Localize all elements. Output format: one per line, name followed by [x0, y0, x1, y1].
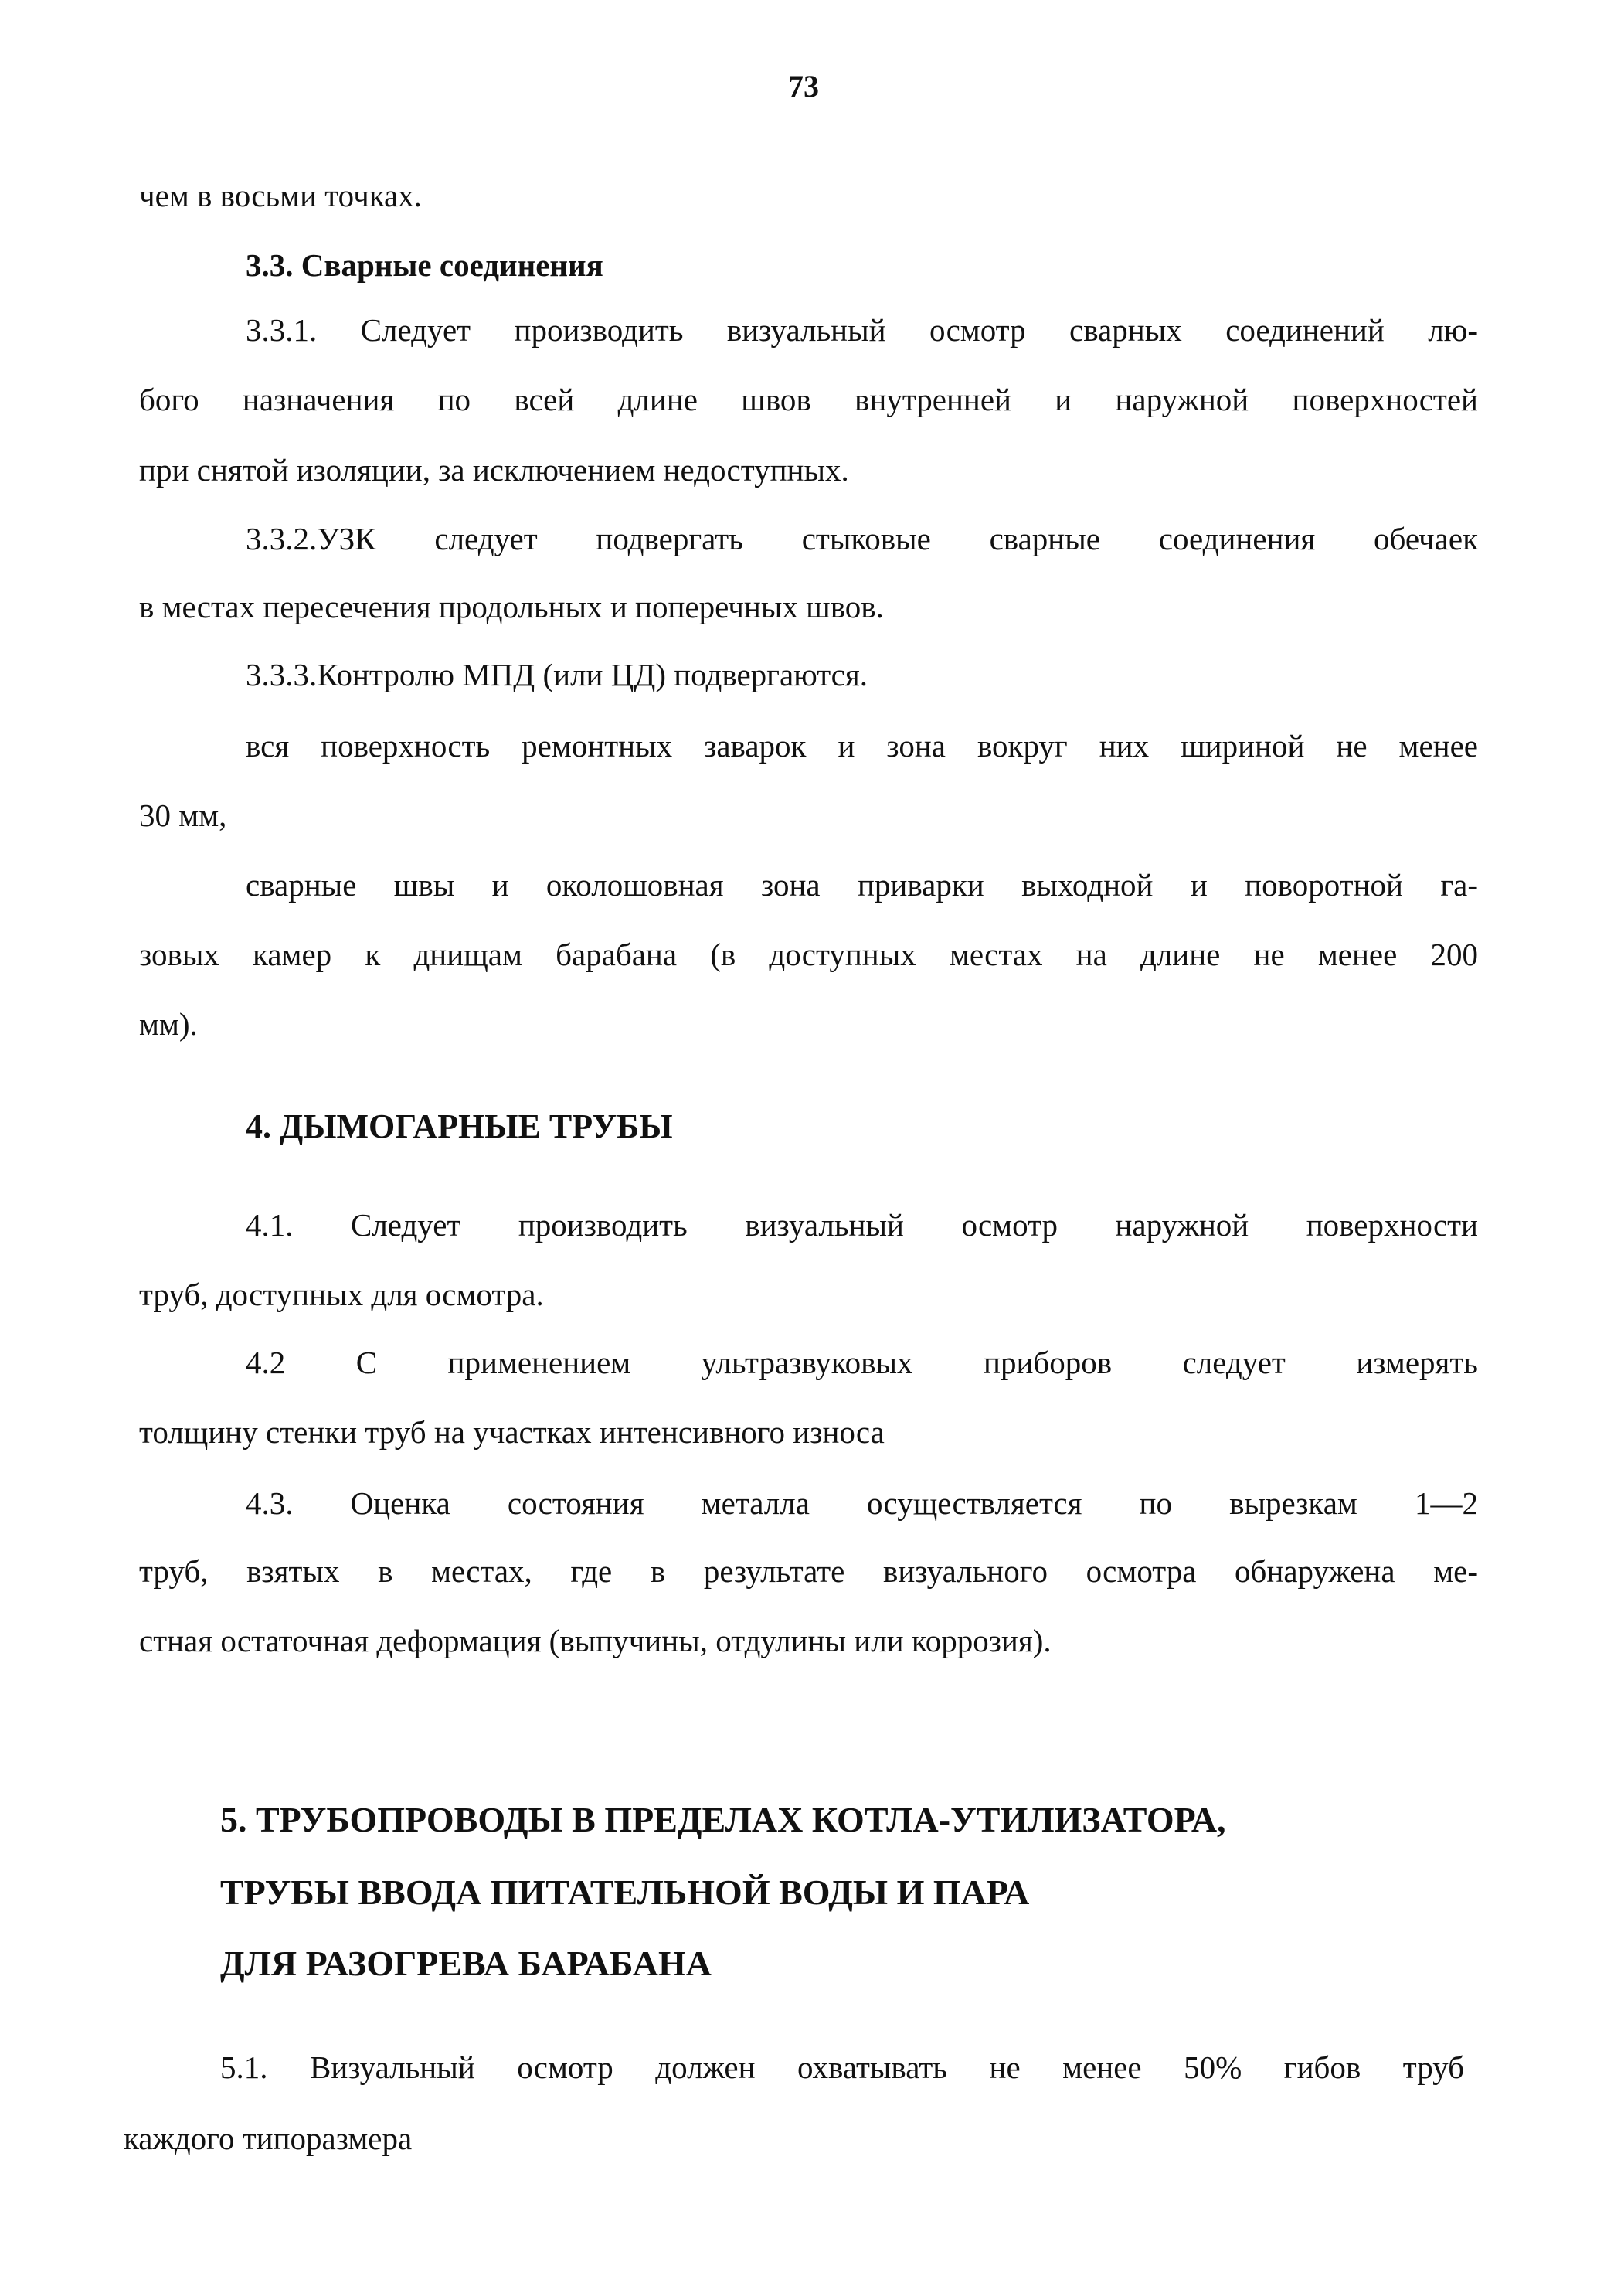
page-number: 73 [788, 69, 819, 104]
paragraph-4-3-line: труб, взятых в местах, где в результате визуального осмотра обнаружена ме- [139, 1553, 1478, 1589]
list-item-line: сварные швы и околошовная зона приварки выходной и поворотной га- [246, 867, 1478, 903]
section-heading-3-3: 3.3. Сварные соединения [246, 247, 603, 283]
paragraph-4-2-line: 4.2 С применением ультразвуковых приборов следует измерять [246, 1345, 1478, 1380]
paragraph-4-3-line: 4.3. Оценка состояния металла осуществляется по вырезкам 1—2 [246, 1485, 1478, 1521]
list-item-line: 30 мм, [139, 798, 227, 833]
paragraph-4-1-line: 4.1. Следует производить визуальный осмотр наружной поверхности [246, 1207, 1478, 1243]
paragraph-3-3-2-line: в местах пересечения продольных и поперечных швов. [139, 589, 884, 624]
paragraph-5-1-line: 5.1. Визуальный осмотр должен охватывать не менее 50% гибов труб [220, 2049, 1464, 2085]
text-line: чем в восьми точках. [139, 178, 422, 213]
paragraph-5-1-line: каждого типоразмера [124, 2121, 413, 2156]
list-item-line: вся поверхность ремонтных заварок и зона вокруг них шириной не менее [246, 728, 1478, 764]
paragraph-3-3-1-line: при снятой изоляции, за исключением недоступных. [139, 452, 849, 488]
paragraph-4-2-line: толщину стенки труб на участках интенсивного износа [139, 1414, 885, 1450]
section-heading-5-line: 5. ТРУБОПРОВОДЫ В ПРЕДЕЛАХ КОТЛА-УТИЛИЗАТОРА, [220, 1800, 1226, 1839]
section-heading-4: 4. ДЫМОГАРНЫЕ ТРУБЫ [246, 1107, 673, 1145]
paragraph-4-1-line: труб, доступных для осмотра. [139, 1277, 544, 1312]
paragraph-3-3-1-line: бого назначения по всей длине швов внутренней и наружной поверхностей [139, 382, 1478, 417]
paragraph-3-3-1-line: 3.3.1. Следует производить визуальный осмотр сварных соединений лю- [246, 312, 1478, 348]
paragraph-3-3-3-line: 3.3.3.Контролю МПД (или ЦД) подвергаются. [246, 657, 868, 692]
list-item-line: зовых камер к днищам барабана (в доступных местах на длине не менее 200 [139, 937, 1478, 972]
paragraph-3-3-2-line: 3.3.2.УЗК следует подвергать стыковые сварные соединения обечаек [246, 521, 1478, 556]
section-heading-5-line: ТРУБЫ ВВОДА ПИТАТЕЛЬНОЙ ВОДЫ И ПАРА [220, 1873, 1030, 1912]
list-item-line: мм). [139, 1006, 198, 1042]
section-heading-5-line: ДЛЯ РАЗОГРЕВА БАРАБАНА [220, 1944, 712, 1983]
paragraph-4-3-line: стная остаточная деформация (выпучины, отдулины или коррозия). [139, 1623, 1052, 1658]
